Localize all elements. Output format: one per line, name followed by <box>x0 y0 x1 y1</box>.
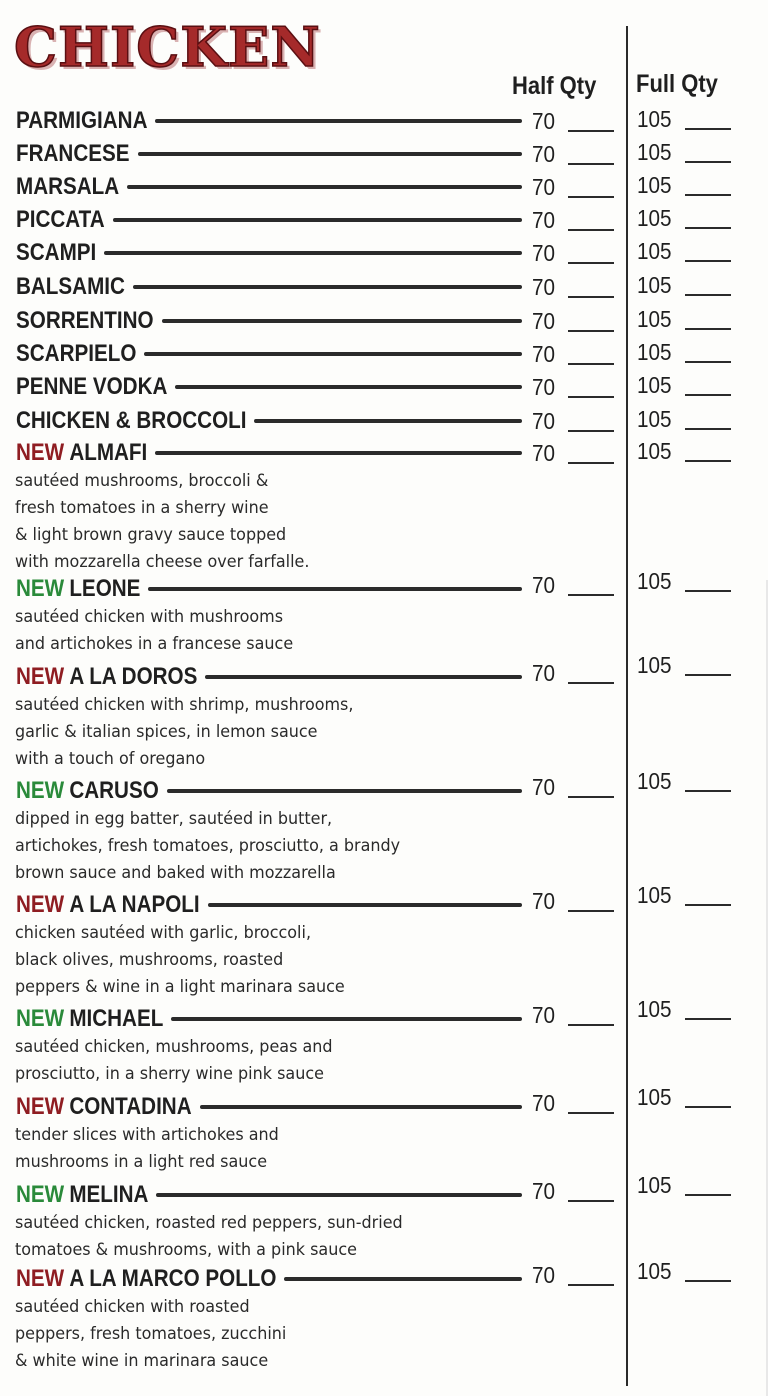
half-price: 70 <box>532 660 556 686</box>
half-price: 70 <box>532 274 556 300</box>
menu-item-name <box>16 778 159 804</box>
leader-line <box>148 587 522 591</box>
leader-line <box>171 1017 522 1021</box>
description-line: & light brown gravy sauce topped <box>15 525 287 545</box>
menu-item-row <box>0 172 768 202</box>
full-qty-blank <box>685 1106 731 1108</box>
description-line: black olives, mushrooms, roasted <box>15 950 284 970</box>
full-price: 105 <box>637 306 672 332</box>
menu-item-title: FRANCESE <box>16 140 130 167</box>
half-qty-blank <box>568 396 614 398</box>
description-line: brown sauce and baked with mozzarella <box>15 863 336 883</box>
menu-item-row <box>0 205 768 235</box>
description-line: and artichokes in a francese sauce <box>15 634 294 654</box>
leader-line <box>113 218 522 222</box>
description-line: peppers, fresh tomatoes, zucchini <box>15 1324 287 1344</box>
full-price: 105 <box>637 652 672 678</box>
half-price: 70 <box>532 774 556 800</box>
half-qty-blank <box>568 682 614 684</box>
leader-line <box>167 789 522 793</box>
half-qty-blank <box>568 363 614 365</box>
description-line: peppers & wine in a light marinara sauce <box>15 977 345 997</box>
half-qty-blank <box>568 163 614 165</box>
description-line: garlic & italian spices, in lemon sauce <box>15 722 318 742</box>
full-qty-blank <box>685 460 731 462</box>
menu-item-description <box>15 604 293 658</box>
menu-item-title: A LA DOROS <box>69 663 198 690</box>
new-badge: NEW <box>16 1005 65 1032</box>
half-price: 70 <box>532 440 556 466</box>
menu-item-title: PENNE VODKA <box>16 373 168 400</box>
menu-item-row <box>0 438 768 468</box>
menu-item-description <box>15 1122 279 1176</box>
half-qty-blank <box>568 196 614 198</box>
full-qty-blank <box>685 128 731 130</box>
menu-item-row <box>0 1172 768 1210</box>
full-qty-blank <box>685 428 731 430</box>
menu-item-description <box>15 1210 403 1264</box>
menu-item-row <box>0 272 768 302</box>
full-price: 105 <box>637 1084 672 1110</box>
menu-item-description <box>15 1034 333 1088</box>
menu-item-title: A LA MARCO POLLO <box>69 1265 277 1292</box>
description-line: sautéed chicken, roasted red peppers, sun-dried <box>15 1213 403 1233</box>
menu-item-title: MARSALA <box>16 173 120 200</box>
half-price: 70 <box>532 1002 556 1028</box>
full-qty-blank <box>685 328 731 330</box>
menu-item-description <box>15 806 400 887</box>
menu-item-name <box>16 892 200 918</box>
menu-item-title: MELINA <box>69 1181 149 1208</box>
full-qty-blank <box>685 790 731 792</box>
menu-item-row <box>0 652 768 692</box>
half-qty-blank <box>568 462 614 464</box>
description-line: dipped in egg batter, sautéed in butter, <box>15 809 333 829</box>
half-qty-blank <box>568 796 614 798</box>
half-price: 70 <box>532 572 556 598</box>
new-badge: NEW <box>16 439 65 466</box>
description-line: sautéed mushrooms, broccoli & <box>15 471 269 491</box>
full-qty-blank <box>685 1280 731 1282</box>
leader-line <box>175 385 522 389</box>
leader-line <box>133 285 522 289</box>
half-price: 70 <box>532 1178 556 1204</box>
menu-item-description <box>15 1294 286 1375</box>
description-line: & white wine in marinara sauce <box>15 1351 269 1371</box>
half-price: 70 <box>532 888 556 914</box>
menu-item-name <box>16 308 154 334</box>
description-line: mushrooms in a light red sauce <box>15 1152 268 1172</box>
leader-line <box>162 319 522 323</box>
full-qty-blank <box>685 904 731 906</box>
half-qty-blank <box>568 910 614 912</box>
menu-item-name <box>16 108 147 134</box>
description-line: chicken sautéed with garlic, broccoli, <box>15 923 312 943</box>
full-price: 105 <box>637 139 672 165</box>
menu-item-title: SORRENTINO <box>16 307 154 334</box>
leader-line <box>155 451 522 455</box>
leader-line <box>284 1277 522 1281</box>
new-badge: NEW <box>16 777 65 804</box>
menu-item-title: A LA NAPOLI <box>69 891 200 918</box>
new-badge: NEW <box>16 1265 65 1292</box>
new-badge: NEW <box>16 575 65 602</box>
menu-item-row <box>0 372 768 402</box>
menu-item-name <box>16 1094 192 1120</box>
full-price: 105 <box>637 438 672 464</box>
menu-item-row <box>0 106 768 136</box>
half-price: 70 <box>532 240 556 266</box>
menu-item-title: PICCATA <box>16 206 105 233</box>
leader-line <box>104 251 522 255</box>
menu-item-description <box>15 920 345 1001</box>
leader-line <box>205 675 522 679</box>
half-price: 70 <box>532 374 556 400</box>
description-line: prosciutto, in a sherry wine pink sauce <box>15 1064 324 1084</box>
description-line: sautéed chicken, mushrooms, peas and <box>15 1037 333 1057</box>
full-price: 105 <box>637 996 672 1022</box>
half-qty-blank <box>568 430 614 432</box>
menu-item-name <box>16 664 197 690</box>
half-price: 70 <box>532 408 556 434</box>
description-line: tender slices with artichokes and <box>15 1125 279 1145</box>
half-qty-blank <box>568 296 614 298</box>
half-qty-blank <box>568 1024 614 1026</box>
half-qty-blank <box>568 594 614 596</box>
menu-item-row <box>0 1084 768 1122</box>
description-line: fresh tomatoes in a sherry wine <box>15 498 269 518</box>
new-badge: NEW <box>16 891 65 918</box>
leader-line <box>155 119 522 123</box>
menu-item-name <box>16 1006 163 1032</box>
half-qty-blank <box>568 330 614 332</box>
menu-item-name <box>16 576 140 602</box>
full-price: 105 <box>637 1258 672 1284</box>
half-price: 70 <box>532 141 556 167</box>
menu-item-title: MICHAEL <box>69 1005 164 1032</box>
menu-item-name <box>16 1266 276 1292</box>
menu-item-title: CARUSO <box>69 777 159 804</box>
full-qty-blank <box>685 590 731 592</box>
menu-item-name <box>16 274 125 300</box>
leader-line <box>138 152 522 156</box>
description-line: artichokes, fresh tomatoes, prosciutto, a brandy <box>15 836 401 856</box>
menu-item-title: ALMAFI <box>69 439 148 466</box>
menu-item-name <box>16 374 167 400</box>
menu-item-title: CHICKEN & BROCCOLI <box>16 407 247 434</box>
full-price: 105 <box>637 768 672 794</box>
menu-item-name <box>16 440 147 466</box>
full-qty-blank <box>685 1018 731 1020</box>
full-qty-blank <box>685 294 731 296</box>
menu-item-row <box>0 306 768 336</box>
menu-item-name <box>16 141 130 167</box>
leader-line <box>156 1193 522 1197</box>
half-qty-blank <box>568 1112 614 1114</box>
menu-item-row <box>0 996 768 1034</box>
new-badge: NEW <box>16 1181 65 1208</box>
menu-item-row <box>0 1258 768 1294</box>
full-qty-blank <box>685 361 731 363</box>
full-qty-blank <box>685 1194 731 1196</box>
full-qty-blank <box>685 674 731 676</box>
menu-item-row <box>0 238 768 268</box>
menu-item-title: BALSAMIC <box>16 273 125 300</box>
half-qty-blank <box>568 1284 614 1286</box>
menu-item-row <box>0 339 768 369</box>
menu-item-name <box>16 240 96 266</box>
menu-item-row <box>0 768 768 806</box>
half-price: 70 <box>532 1262 556 1288</box>
half-qty-blank <box>568 262 614 264</box>
menu-item-name <box>16 1182 148 1208</box>
full-qty-blank <box>685 161 731 163</box>
menu-item-row <box>0 406 768 436</box>
half-price: 70 <box>532 207 556 233</box>
half-qty-header: Half Qty <box>512 72 597 100</box>
half-price: 70 <box>532 174 556 200</box>
description-line: with a touch of oregano <box>15 749 206 769</box>
new-badge: NEW <box>16 1093 65 1120</box>
menu-title: CHICKEN <box>14 15 321 79</box>
half-qty-blank <box>568 1200 614 1202</box>
full-price: 105 <box>637 372 672 398</box>
menu-item-description <box>15 468 309 576</box>
full-price: 105 <box>637 568 672 594</box>
menu-item-title: PARMIGIANA <box>16 107 148 134</box>
description-line: sautéed chicken with shrimp, mushrooms, <box>15 695 354 715</box>
full-qty-blank <box>685 194 731 196</box>
full-price: 105 <box>637 406 672 432</box>
menu-item-row <box>0 139 768 169</box>
full-price: 105 <box>637 882 672 908</box>
menu-item-title: LEONE <box>69 575 141 602</box>
menu-item-title: SCAMPI <box>16 239 97 266</box>
description-line: with mozzarella cheese over farfalle. <box>15 552 310 572</box>
menu-item-description <box>15 692 353 773</box>
half-price: 70 <box>532 108 556 134</box>
leader-line <box>254 419 522 423</box>
menu-item-name <box>16 207 105 233</box>
full-price: 105 <box>637 272 672 298</box>
full-price: 105 <box>637 339 672 365</box>
full-price: 105 <box>637 205 672 231</box>
menu-item-title: SCARPIELO <box>16 340 137 367</box>
full-price: 105 <box>637 238 672 264</box>
description-line: tomatoes & mushrooms, with a pink sauce <box>15 1240 357 1260</box>
full-qty-header: Full Qty <box>636 70 718 98</box>
full-qty-blank <box>685 394 731 396</box>
leader-line <box>200 1105 522 1109</box>
leader-line <box>208 903 522 907</box>
leader-line <box>127 185 522 189</box>
leader-line <box>144 352 522 356</box>
full-qty-blank <box>685 227 731 229</box>
half-price: 70 <box>532 341 556 367</box>
menu-item-row <box>0 568 768 604</box>
half-price: 70 <box>532 308 556 334</box>
half-price: 70 <box>532 1090 556 1116</box>
menu-item-name <box>16 341 136 367</box>
full-price: 105 <box>637 106 672 132</box>
menu-item-row <box>0 882 768 920</box>
half-qty-blank <box>568 229 614 231</box>
half-qty-blank <box>568 130 614 132</box>
description-line: sautéed chicken with mushrooms <box>15 607 284 627</box>
menu-item-title: CONTADINA <box>69 1093 192 1120</box>
full-price: 105 <box>637 1172 672 1198</box>
description-line: sautéed chicken with roasted <box>15 1297 250 1317</box>
menu-item-name <box>16 174 119 200</box>
menu-item-name <box>16 408 246 434</box>
full-price: 105 <box>637 172 672 198</box>
new-badge: NEW <box>16 663 65 690</box>
full-qty-blank <box>685 260 731 262</box>
